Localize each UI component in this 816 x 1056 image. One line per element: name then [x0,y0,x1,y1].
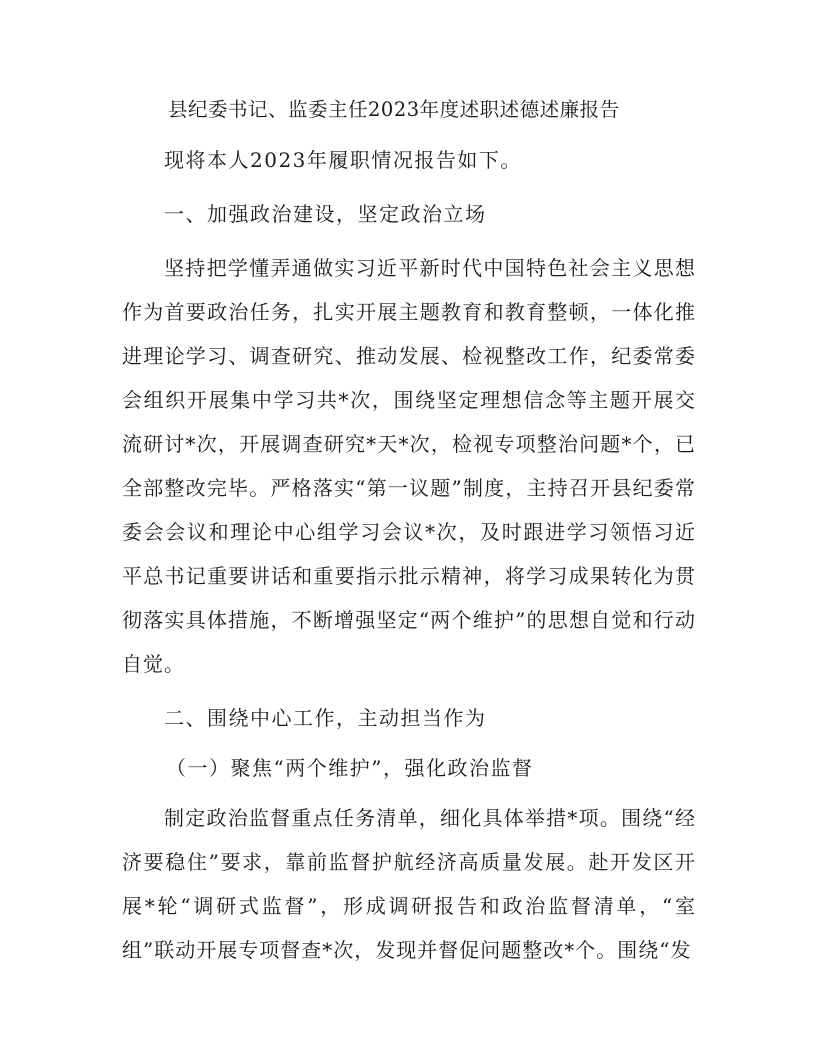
document-body [122,88,696,972]
section-2-heading: 二、围绕中心工作，主动担当作为 [164,706,487,730]
section-2-subheading: （一）聚焦“两个维护”，强化政治监督 [166,756,534,780]
intro-sentence: 现将本人2023年履职情况报告如下。 [164,148,522,172]
section-1-heading: 一、加强政治建设，坚定政治立场 [164,202,487,226]
section-1-paragraph: 坚持把学懂弄通做实习近平新时代中国特色社会主义思想作为首要政治任务，扎实开展主题教育和教育整顿，一体化推进理论学习、调查研究、推动发展、检视整改工作，纪委常委会组织开展集中学习共*次，围绕坚定理想信念等主题开展交流研讨*次，开展调查研究*天*次，检视专项整治问题*个，已全部整改完毕。严格落实“第一议题”制度，主持召开县纪委常委会会议和理论中心组学习会议*次，及时跟进学习领悟习近平总书记重要讲话和重要指示批示精神，将学习成果转化为贯彻落实具体措施，不断增强坚定“两个维护”的思想自觉和行动自觉。 [122,256,696,676]
document-title: 县纪委书记、监委主任2023年度述职述德述廉报告 [168,98,620,121]
section-2-paragraph: 制定政治监督重点任务清单，细化具体举措*项。围绕“经济要稳住”要求，靠前监督护航经济高质量发展。赴开发区开展*轮“调研式监督”，形成调研报告和政治监督清单，“室组”联动开展专项督查*次，发现并督促问题整改*个。围绕“发 [122,806,696,962]
